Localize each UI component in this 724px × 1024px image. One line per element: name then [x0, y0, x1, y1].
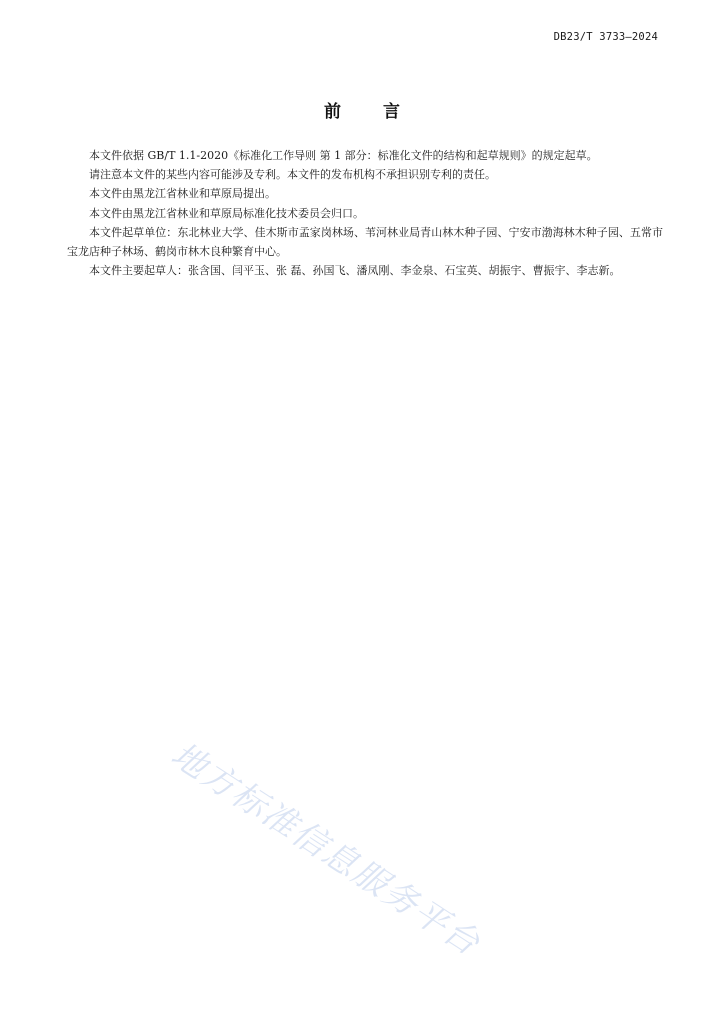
paragraph-centralized-by: 本文件由黑龙江省林业和草原局标准化技术委员会归口。 [89, 206, 364, 220]
paragraph-proposer: 本文件由黑龙江省林业和草原局提出。 [89, 187, 276, 201]
watermark-text: 地方标准信息服务平台 [163, 734, 488, 965]
paragraph-drafters: 本文件主要起草人：张含国、闫平玉、张 磊、孙国飞、潘凤刚、李金泉、石宝英、胡振宇、曹振宇、李志新。 [89, 264, 621, 278]
paragraph-patent-notice: 请注意本文件的某些内容可能涉及专利。本文件的发布机构不承担识别专利的责任。 [89, 168, 496, 182]
paragraph-drafting-units: 本文件起草单位：东北林业大学、佳木斯市孟家岗林场、苇河林业局青山林木种子园、宁安市渤海林木种子园、五常市宝龙店种子林场、鹤岗市林木良种繁育中心。 [67, 225, 663, 259]
section-title: 前 言 [324, 102, 418, 122]
document-code: DB23/T 3733—2024 [553, 31, 658, 43]
foreword-body [67, 146, 663, 280]
paragraph-drafting-basis: 本文件依据 GB/T 1.1-2020《标准化工作导则 第 1 部分：标准化文件的结构和起草规则》的规定起草。 [89, 149, 598, 162]
